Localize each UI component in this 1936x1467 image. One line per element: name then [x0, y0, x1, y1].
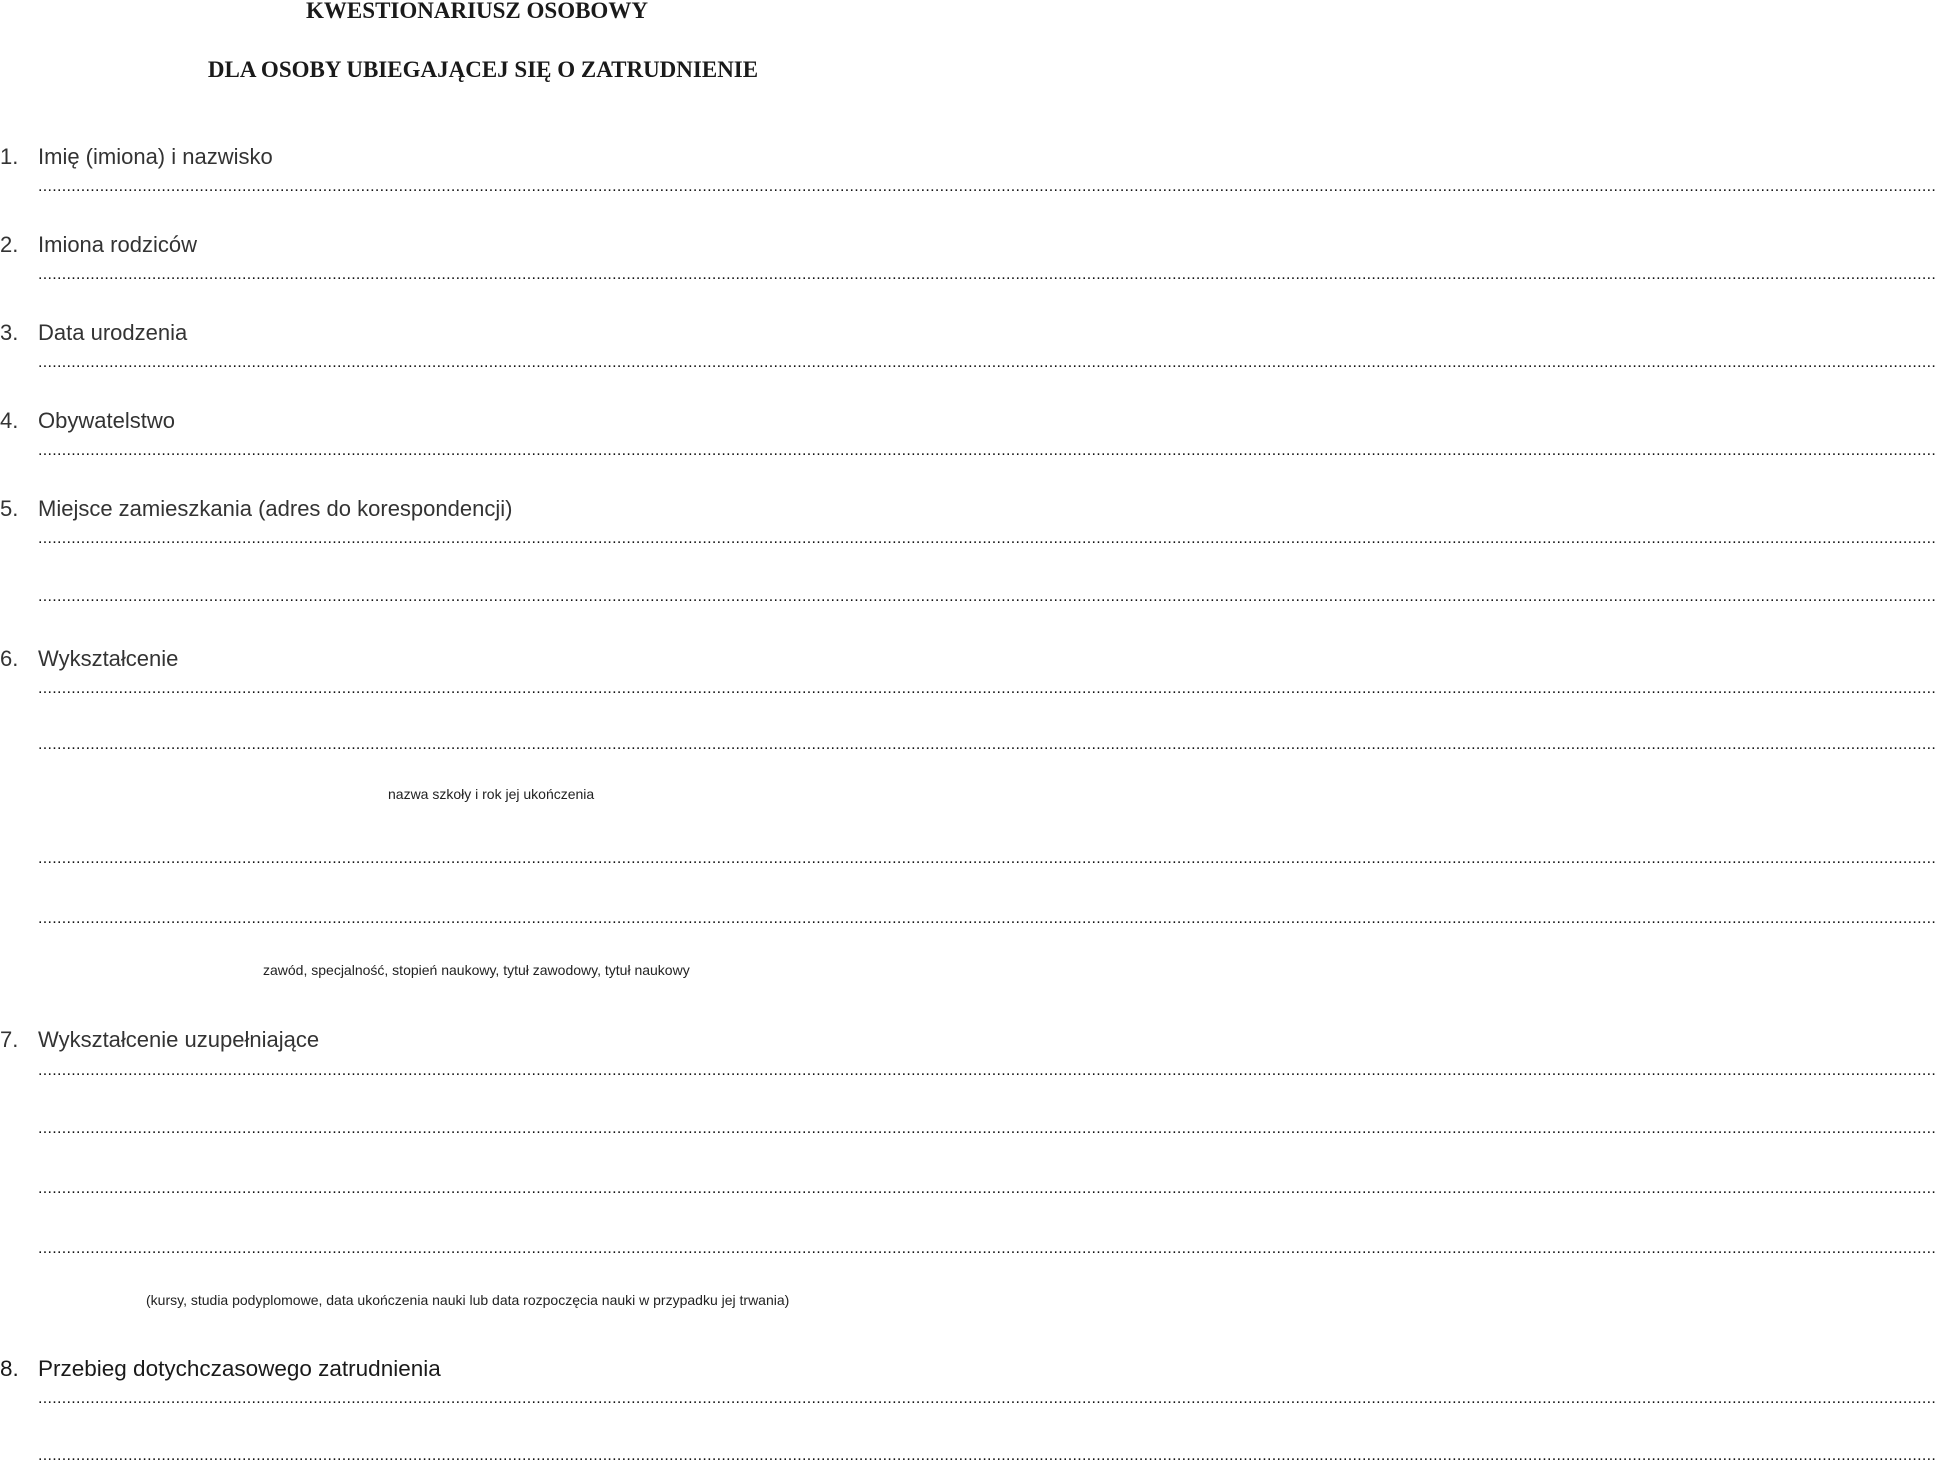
name-field[interactable]: ................................................................................................................................................................................................................................................................................................................................................................................................................	[38, 178, 1936, 195]
profession-field-line-1[interactable]: ................................................................................................................................................................................................................................................................................................................................................................................................................	[38, 850, 1936, 867]
profession-field-line-2[interactable]: ................................................................................................................................................................................................................................................................................................................................................................................................................	[38, 910, 1936, 927]
profession-caption: zawód, specjalność, stopień naukowy, tytuł zawodowy, tytuł naukowy	[263, 962, 690, 978]
item-education	[0, 646, 178, 672]
item-label: Obywatelstwo	[38, 408, 175, 433]
additional-education-field-line-2[interactable]: ................................................................................................................................................................................................................................................................................................................................................................................................................	[38, 1120, 1936, 1137]
item-label: Wykształcenie	[38, 646, 179, 671]
item-label: Data urodzenia	[38, 320, 188, 345]
item-label: Przebieg dotychczasowego zatrudnienia	[38, 1356, 441, 1381]
education-field-line-1[interactable]: ................................................................................................................................................................................................................................................................................................................................................................................................................	[38, 680, 1936, 697]
employment-field-line-2[interactable]: ................................................................................................................................................................................................................................................................................................................................................................................................................	[38, 1447, 1936, 1464]
item-number: 7.	[0, 1027, 19, 1052]
item-number: 2.	[0, 232, 19, 257]
education-field-line-2[interactable]: ................................................................................................................................................................................................................................................................................................................................................................................................................	[38, 736, 1936, 753]
item-parents	[0, 232, 197, 258]
item-label: Imię (imiona) i nazwisko	[38, 144, 273, 169]
item-label: Wykształcenie uzupełniające	[38, 1027, 320, 1052]
item-citizenship	[0, 408, 175, 434]
page-title: KWESTIONARIUSZ OSOBOWY	[306, 0, 648, 23]
birth-date-field[interactable]: ................................................................................................................................................................................................................................................................................................................................................................................................................	[38, 354, 1936, 371]
employment-field-line-1[interactable]: ................................................................................................................................................................................................................................................................................................................................................................................................................	[38, 1390, 1936, 1407]
item-employment-history	[0, 1356, 441, 1382]
item-number: 1.	[0, 144, 19, 169]
school-caption: nazwa szkoły i rok jej ukończenia	[388, 786, 595, 802]
citizenship-field[interactable]: ................................................................................................................................................................................................................................................................................................................................................................................................................	[38, 442, 1936, 459]
additional-education-field-line-1[interactable]: ................................................................................................................................................................................................................................................................................................................................................................................................................	[38, 1062, 1936, 1079]
additional-education-field-line-4[interactable]: ................................................................................................................................................................................................................................................................................................................................................................................................................	[38, 1240, 1936, 1257]
item-additional-education	[0, 1027, 319, 1053]
item-birth-date	[0, 320, 187, 346]
item-number: 6.	[0, 646, 19, 671]
item-number: 4.	[0, 408, 19, 433]
item-label: Miejsce zamieszkania (adres do korespondencji)	[38, 496, 513, 521]
item-name	[0, 144, 273, 170]
page-subtitle: DLA OSOBY UBIEGAJĄCEJ SIĘ O ZATRUDNIENIE	[207, 57, 759, 82]
item-number: 8.	[0, 1356, 19, 1381]
courses-caption: (kursy, studia podyplomowe, data ukończenia nauki lub data rozpoczęcia nauki w przypadku jej trwania)	[146, 1292, 790, 1308]
item-number: 3.	[0, 320, 19, 345]
additional-education-field-line-3[interactable]: ................................................................................................................................................................................................................................................................................................................................................................................................................	[38, 1180, 1936, 1197]
item-number: 5.	[0, 496, 19, 521]
address-field-line-1[interactable]: ................................................................................................................................................................................................................................................................................................................................................................................................................	[38, 530, 1936, 547]
item-label: Imiona rodziców	[38, 232, 197, 257]
parents-field[interactable]: ................................................................................................................................................................................................................................................................................................................................................................................................................	[38, 266, 1936, 283]
address-field-line-2[interactable]: ................................................................................................................................................................................................................................................................................................................................................................................................................	[38, 588, 1936, 605]
item-address	[0, 496, 512, 522]
